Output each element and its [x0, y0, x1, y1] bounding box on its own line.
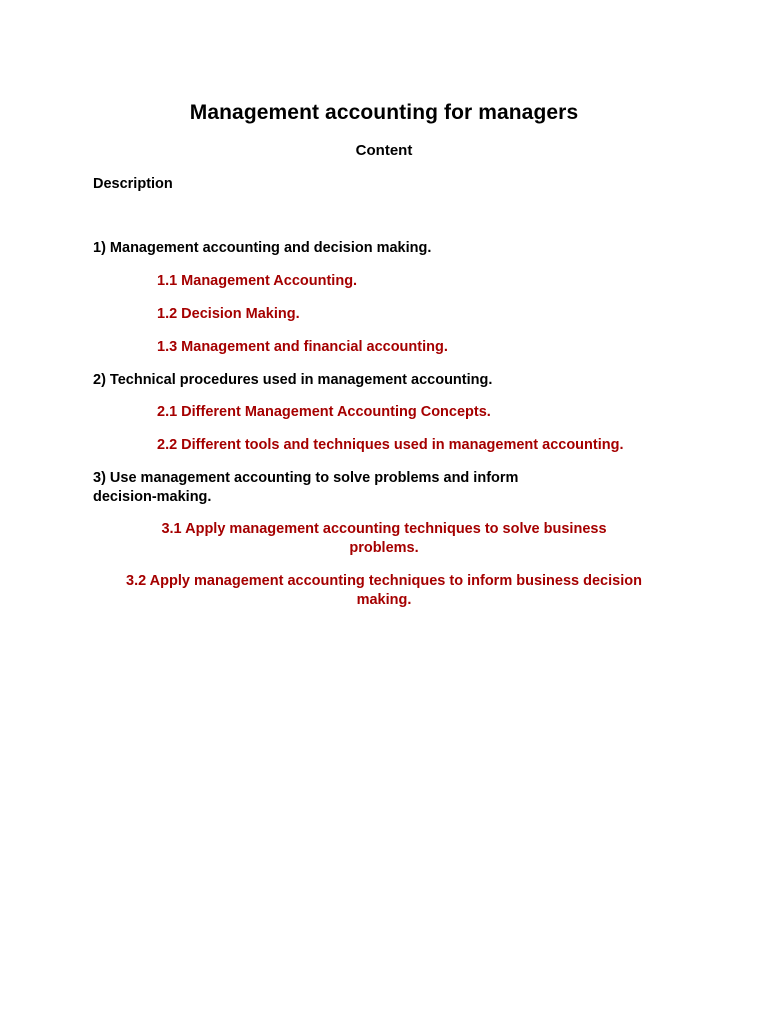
section-3-item-1: 3.1 Apply management accounting techniques to solve business problems.: [161, 521, 607, 556]
content-heading: Content: [355, 142, 413, 159]
section-2-item-2: 2.2 Different tools and techniques used in management accounting.: [157, 437, 624, 453]
section-1-item-1: 1.1 Management Accounting.: [157, 273, 358, 289]
section-2-item-1: 2.1 Different Management Accounting Concepts.: [157, 404, 491, 420]
description-label: Description: [93, 176, 173, 192]
section-3-heading: 3) Use management accounting to solve problems and inform decision-making.: [93, 470, 519, 505]
section-3-item-2: 3.2 Apply management accounting techniques to inform business decision making.: [126, 573, 642, 608]
document-title: Management accounting for managers: [189, 101, 579, 124]
section-1-item-3: 1.3 Management and financial accounting.: [157, 339, 448, 355]
section-1-heading: 1) Management accounting and decision making.: [93, 240, 432, 256]
section-1-item-2: 1.2 Decision Making.: [157, 306, 300, 322]
section-2-heading: 2) Technical procedures used in management accounting.: [93, 372, 493, 388]
